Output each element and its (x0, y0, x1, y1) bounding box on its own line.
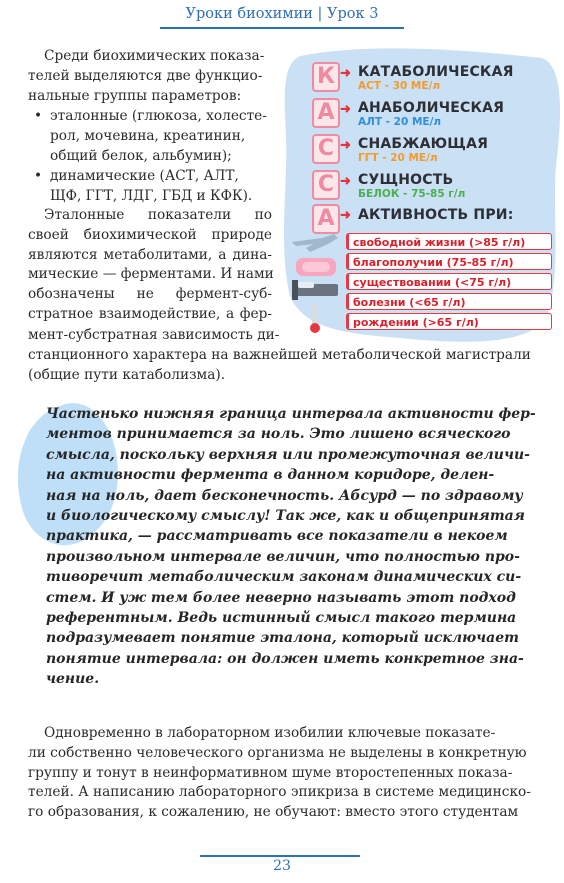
row-sub-alt: АЛТ - 20 МЕ/л (358, 116, 442, 128)
arrow-right-icon: ➜ (340, 66, 351, 81)
row-title-catabolic: КАТАБОЛИЧЕСКАЯ (358, 64, 514, 80)
text-line: общий белок, альбумин); (50, 147, 232, 164)
text-line: Эталонные показатели по (44, 207, 272, 223)
thermometer-icon (310, 304, 320, 333)
text-line: группу и тонут в неинформативном шуме второстепенных показа- (28, 764, 513, 781)
row-title-essence: СУЩНОСТЬ (358, 172, 454, 188)
text-line: эталонные (глюкоза, холесте- (50, 108, 267, 124)
quote-line: практика, — рассматривать все показатели в некоем (46, 528, 508, 545)
text-line: рол, мочевина, креатинин, (50, 127, 246, 144)
text-line: своей биохимической природе (28, 226, 272, 243)
quote-line: тиворечит метаболическим законам динамических си- (46, 569, 522, 586)
activity-item-free-life: свободной жизни (>85 г/л) (346, 233, 552, 250)
text-line: ЩФ, ГГТ, ЛДГ, ГБД и КФК). (50, 187, 253, 204)
bed-icon (292, 280, 338, 300)
text-line: нальные группы параметров: (28, 87, 242, 104)
activity-item-birth: рождении (>65 г/л) (346, 313, 552, 330)
text-line: телей. А написанию лабораторного эпикриза в системе медицинско- (28, 784, 531, 801)
paragraph-lab-abundance (28, 724, 556, 823)
text-line: мические — ферментами. И нами (28, 266, 274, 283)
activity-item-illness: болезни (<65 г/л) (346, 293, 552, 310)
footer-rule (200, 855, 360, 857)
text-line: обозначены не фермент-суб- (28, 286, 272, 303)
text-line: (общие пути катаболизма). (28, 366, 226, 383)
text-line: телей выделяются две функцио- (28, 67, 263, 84)
arrow-right-icon: ➜ (340, 138, 351, 153)
quote-line: произвольном интервале величин, что полностью про- (46, 548, 520, 565)
letter-s-icon: С (312, 170, 340, 200)
text-line: стратное взаимодействие, а фер- (28, 305, 272, 322)
arrow-right-icon: ➜ (340, 102, 351, 117)
life-stage-icons (288, 232, 344, 338)
quote-line: чение. (46, 671, 100, 688)
letter-k-icon: К (312, 62, 340, 92)
running-header: Уроки биохимии | Урок 3 (185, 6, 379, 22)
kassa-infographic (280, 46, 564, 346)
quote-line: ментов принимается за ноль. Это лишено всяческого (46, 426, 511, 443)
paragraph-reference-indicators (28, 206, 272, 325)
row-sub-protein: БЕЛОК - 75-85 г/л (358, 188, 466, 200)
text-line: динамические (АСТ, АЛТ, (50, 168, 239, 184)
row-title-anabolic: АНАБОЛИЧЕСКАЯ (358, 100, 505, 116)
bullet-marker: • (34, 108, 43, 124)
pillow-icon (296, 258, 336, 276)
quote-line: референтным. Ведь истинный смысл такого термина (46, 610, 517, 627)
text-line: го образования, к сожалению, не обучают: вместо этого студентам (28, 804, 519, 821)
text-line: мент-субстратная зависимость ди- (28, 327, 280, 343)
bullet-item-dynamic (28, 167, 280, 207)
letter-a-icon: А (312, 98, 340, 128)
bullet-item-reference (28, 107, 280, 167)
text-line: ли собственно человеческого организма не выделены в конкретную (28, 744, 527, 761)
quote-line: на активности фермента в данном коридоре, делен- (46, 467, 495, 484)
quote-line: ная на ноль, дает бесконечность. Абсурд — по здравому (46, 487, 523, 504)
text-line: являются метаболитами, а дина- (28, 246, 272, 263)
activity-item-existence: существовании (<75 г/л) (346, 273, 552, 290)
quote-line: понятие интервала: он должен иметь конкретное зна- (46, 650, 524, 667)
text-line: станционного характера на важнейшей метаболической магистрали (28, 346, 531, 363)
arrow-right-icon: ➜ (340, 174, 351, 189)
bullet-marker: • (34, 168, 43, 184)
quote-line: и биологическому смыслу! Так же, как и общепринятая (46, 508, 525, 525)
quote-line: Частенько нижняя граница интервала активности фер- (46, 406, 536, 422)
letter-a-icon: А (312, 204, 340, 234)
row-title-activity: АКТИВНОСТЬ ПРИ: (358, 207, 514, 223)
callout-quote (46, 404, 556, 690)
row-title-supplying: СНАБЖАЮЩАЯ (358, 136, 489, 152)
airplane-icon (292, 234, 338, 252)
header-rule (160, 27, 404, 29)
activity-item-wellbeing: благополучии (75-85 г/л) (346, 253, 552, 270)
row-sub-ggt: ГГТ - 20 МЕ/л (358, 152, 438, 164)
intro-paragraph (28, 47, 280, 106)
arrow-right-icon: ➜ (340, 208, 351, 223)
quote-line: подразумевает понятие эталона, который исключает (46, 630, 519, 647)
text-line: Одновременно в лабораторном изобилии ключевые показате- (44, 725, 496, 741)
row-sub-ast: АСТ - 30 МЕ/л (358, 80, 441, 92)
text-line: Среди биохимических показа- (44, 48, 265, 64)
letter-s-icon: С (312, 134, 340, 164)
quote-line: стем. И уж тем более неверно называть этот подход (46, 589, 516, 606)
page-number: 23 (273, 858, 291, 874)
quote-line: смысла, поскольку верхняя или промежуточная величи- (46, 446, 530, 463)
